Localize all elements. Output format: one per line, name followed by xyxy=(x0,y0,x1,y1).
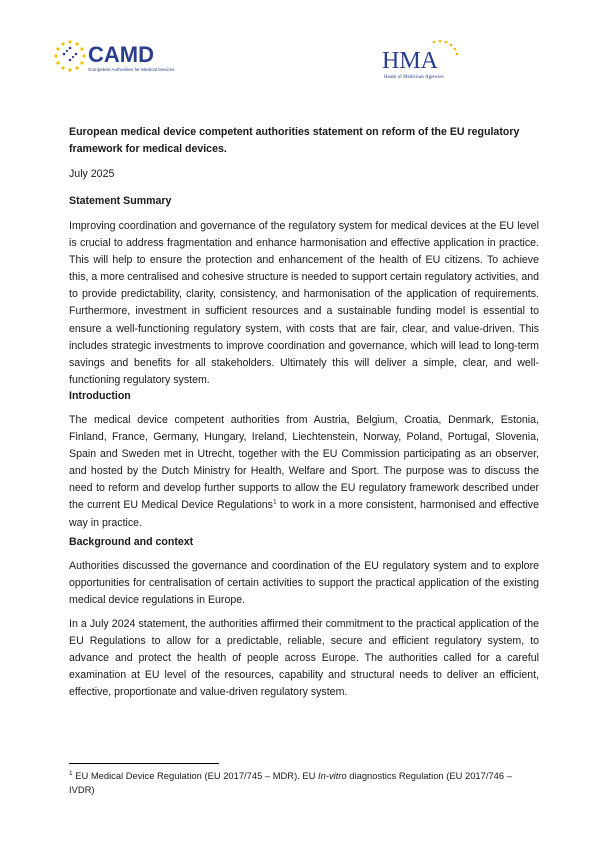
footnote-italic: In-vitro xyxy=(318,770,347,781)
footnote-text-b: diagnostics Regulation (EU 2017/746 – IVDR) xyxy=(69,770,512,795)
document-date: July 2025 xyxy=(69,168,115,180)
footnote-mark: 1 xyxy=(69,769,73,777)
background-paragraph-1: Authorities discussed the governance and coordination of the EU regulatory system and to explore opportunities for centralisation of certain activities to support the practical application of the existing medical device regulations in Europe. xyxy=(69,560,539,607)
hma-logo-subtitle: Heads of Medicines Agencies xyxy=(384,75,444,80)
summary-heading: Statement Summary xyxy=(69,195,172,207)
document-title: European medical device competent authorities statement on reform of the EU regulatory framework for medical devices. xyxy=(69,126,520,155)
intro-heading: Introduction xyxy=(69,390,131,402)
intro-text-b: to work in a more consistent, harmonised and effective way in practice. xyxy=(69,499,539,529)
camd-logo xyxy=(48,36,198,80)
background-heading: Background and context xyxy=(69,536,194,548)
summary-paragraph: Improving coordination and governance of the regulatory system for medical devices at the EU level is crucial to address fragmentation and enhance harmonisation and effective application in practice. This will help to ensure the protection and enhancement of the health of EU citizens. To achieve this, a more centralised and cohesive structure is needed to support certain regulatory activities, and to provide predictability, clarity, consistency, and harmonisation of the application of requirements. Furthermore, investment in sufficient resources and a sustainable funding model is essential to ensure a well-functioning regulatory system, with costs that are fair, clear, and value-driven. This includes strategic investments to improve coordination and governance, which will lead to long-term savings and benefits for all stakeholders. Ultimately this will deliver a simple, clear, and well-functioning regulatory system. xyxy=(69,220,539,386)
intro-text-a: The medical device competent authorities from Austria, Belgium, Croatia, Denmark, Estonia, Finland, France, Germany, Hungary, Ireland, Liechtenstein, Norway, Poland, Portugal, Slovenia, Spain and Sweden met in Utrecht, together with the EU Commission participating as an observer, and hosted by the Dutch Ministry for Health, Welfare and Sport. The purpose was to discuss the need to reform and develop further supports to allow the EU regulatory framework described under the current EU Medical Device Regulations xyxy=(69,414,539,512)
footnote-text-a: EU Medical Device Regulation (EU 2017/745 – MDR). EU xyxy=(72,770,319,781)
background-paragraph-2: In a July 2024 statement, the authorities affirmed their commitment to the practical application of the EU Regulations to allow for a predictable, reliable, secure and efficient regulatory system, to advance and protect the health of people across Europe. The authorities called for a careful examination at EU level of the resources, capability and structural needs to deliver an efficient, effective, proportionate and value-driven regulatory system. xyxy=(69,618,539,699)
intro-paragraph xyxy=(69,412,539,532)
camd-logo-graphic xyxy=(48,36,198,80)
camd-logo-text: CAMD xyxy=(88,42,154,67)
camd-logo-subtitle: Competent Authorities for Medical Devices xyxy=(88,67,175,72)
footnote-divider xyxy=(69,763,219,764)
footnote-ref[interactable]: 1 xyxy=(272,498,277,506)
hma-logo xyxy=(376,36,486,82)
hma-logo-graphic xyxy=(376,36,486,82)
hma-logo-text: HMA xyxy=(382,48,439,74)
footnote xyxy=(69,769,539,797)
